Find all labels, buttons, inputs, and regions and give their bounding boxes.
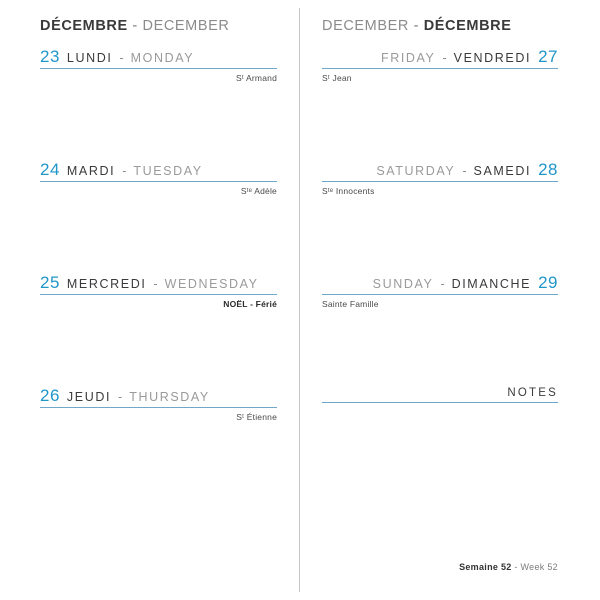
day-entry-26[interactable] — [40, 387, 277, 500]
right-month-primary: DECEMBER — [322, 18, 409, 34]
day-rule-25 — [40, 294, 277, 295]
day-rule-24 — [40, 181, 277, 182]
day-name-dash-27: - — [442, 51, 447, 65]
day-heading-28 — [322, 161, 558, 178]
week-footer-primary: Semaine 52 — [459, 562, 512, 572]
writing-area-29[interactable] — [322, 309, 558, 387]
left-month-primary: DÉCEMBRE — [40, 18, 128, 34]
day-rule-27 — [322, 68, 558, 69]
day-name-en-26: THURSDAY — [129, 390, 210, 404]
day-heading-23 — [40, 48, 277, 65]
day-name-fr-26: JEUDI — [66, 390, 112, 404]
day-name-en-25: WEDNESDAY — [164, 277, 259, 291]
week-footer-secondary: Week 52 — [520, 562, 558, 572]
saint-name-28: Sᵗᵉ Innocents — [322, 186, 375, 196]
day-entry-29[interactable] — [322, 274, 558, 387]
day-name-fr-27: VENDREDI — [453, 51, 532, 65]
day-number-25: 25 — [40, 273, 60, 292]
day-entry-27[interactable] — [322, 48, 558, 161]
day-name-dash-23: - — [119, 51, 124, 65]
day-name-fr-24: MARDI — [66, 164, 116, 178]
right-page — [300, 0, 600, 600]
writing-area-24[interactable] — [40, 196, 277, 274]
day-heading-26 — [40, 387, 277, 404]
day-heading-25 — [40, 274, 277, 291]
day-entry-23[interactable] — [40, 48, 277, 161]
day-rule-29 — [322, 294, 558, 295]
saint-name-29: Sainte Famille — [322, 299, 379, 309]
week-footer-separator: - — [514, 562, 518, 572]
writing-area-28[interactable] — [322, 196, 558, 274]
day-heading-27 — [322, 48, 558, 65]
writing-area-26[interactable] — [40, 422, 277, 500]
day-name-fr-25: MERCREDI — [66, 277, 147, 291]
notes-writing-area[interactable] — [322, 403, 558, 481]
writing-area-25[interactable] — [40, 309, 277, 387]
day-number-27: 27 — [538, 47, 558, 66]
day-heading-24 — [40, 161, 277, 178]
right-month-secondary: DÉCEMBRE — [423, 18, 512, 34]
day-rule-28 — [322, 181, 558, 182]
saint-name-26: Sᵗ Étienne — [236, 412, 277, 422]
saint-name-27: Sᵗ Jean — [322, 73, 352, 83]
left-month-separator: - — [132, 18, 138, 34]
day-name-fr-28: SAMEDI — [473, 164, 532, 178]
day-name-dash-28: - — [462, 164, 467, 178]
notes-label: NOTES — [507, 387, 558, 399]
saint-name-24: Sᵗᵉ Adèle — [240, 186, 277, 196]
day-rule-23 — [40, 68, 277, 69]
saint-name-25: NOËL - Férié — [223, 299, 277, 309]
day-name-dash-29: - — [440, 277, 445, 291]
week-footer — [459, 562, 558, 572]
notes-section[interactable] — [322, 387, 558, 481]
day-name-dash-25: - — [153, 277, 158, 291]
right-month-header — [322, 18, 558, 34]
day-name-dash-26: - — [118, 390, 123, 404]
day-number-23: 23 — [40, 47, 60, 66]
day-entry-28[interactable] — [322, 161, 558, 274]
day-name-en-24: TUESDAY — [133, 164, 203, 178]
day-name-en-27: FRIDAY — [380, 51, 436, 65]
saint-name-23: Sᵗ Armand — [236, 73, 277, 83]
day-entry-25[interactable] — [40, 274, 277, 387]
writing-area-23[interactable] — [40, 83, 277, 161]
day-number-29: 29 — [538, 273, 558, 292]
day-name-en-28: SATURDAY — [376, 164, 456, 178]
day-heading-29 — [322, 274, 558, 291]
left-month-secondary: DECEMBER — [142, 18, 230, 34]
day-entry-24[interactable] — [40, 161, 277, 274]
day-name-fr-29: DIMANCHE — [451, 277, 532, 291]
day-number-28: 28 — [538, 160, 558, 179]
day-name-en-29: SUNDAY — [372, 277, 434, 291]
day-rule-26 — [40, 407, 277, 408]
day-name-dash-24: - — [122, 164, 127, 178]
left-page — [0, 0, 299, 600]
day-name-fr-23: LUNDI — [66, 51, 113, 65]
day-number-24: 24 — [40, 160, 60, 179]
writing-area-27[interactable] — [322, 83, 558, 161]
day-number-26: 26 — [40, 386, 60, 405]
right-month-separator: - — [413, 18, 420, 34]
left-month-header — [40, 18, 277, 34]
day-name-en-23: MONDAY — [130, 51, 195, 65]
